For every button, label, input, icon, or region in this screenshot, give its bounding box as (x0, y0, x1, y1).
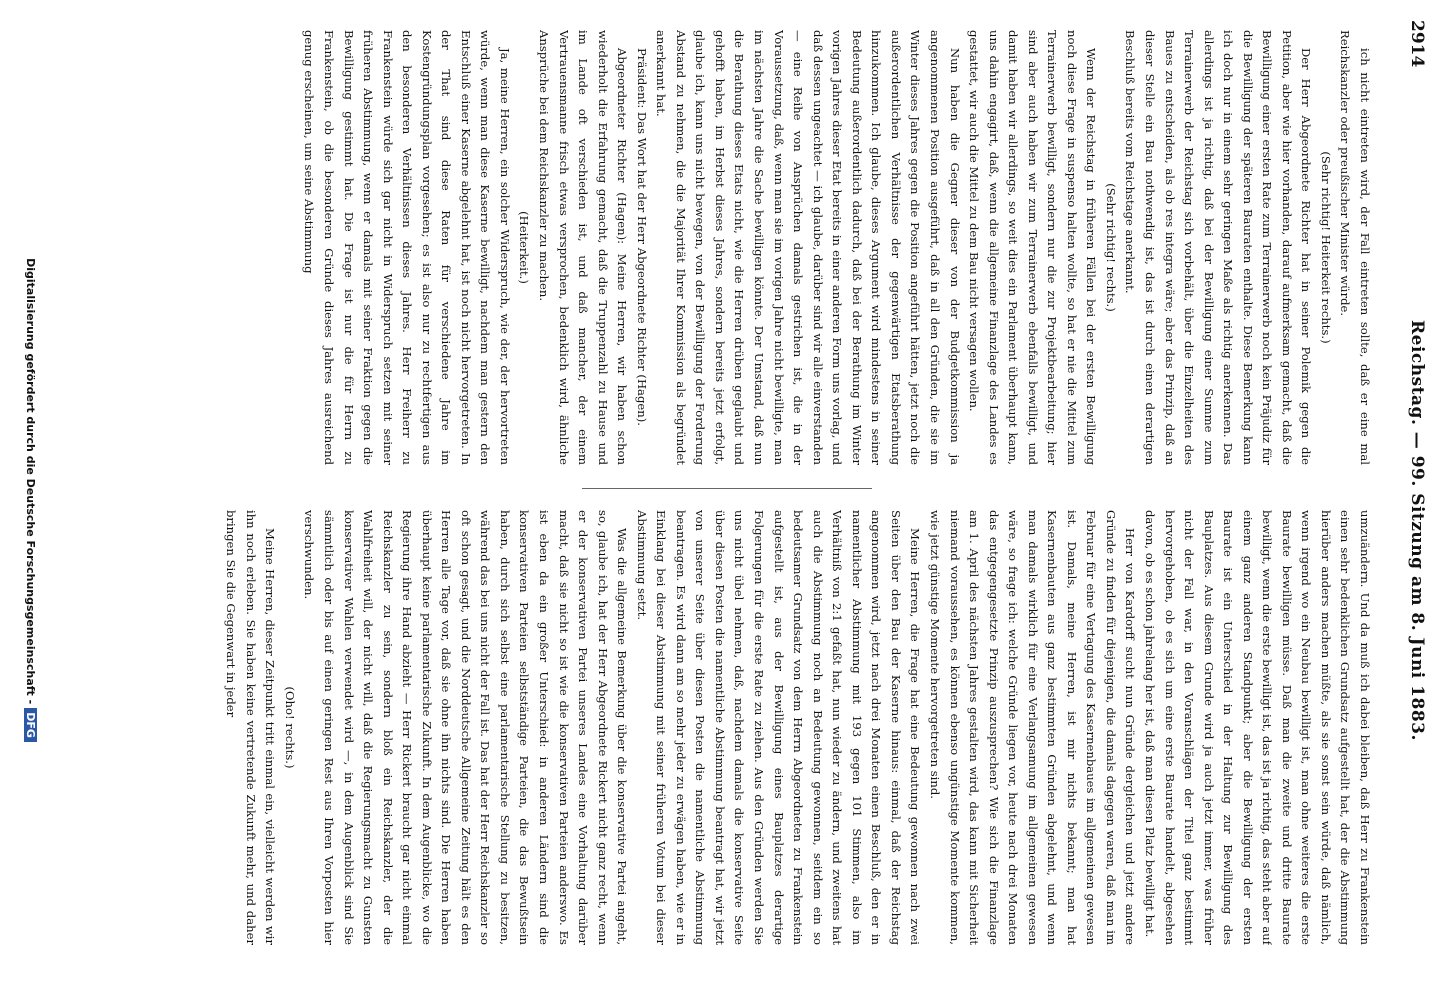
digitization-stamp (24, 0, 37, 1000)
speaker-paragraph: Abgeordneter Richter (Hagen): Meine Herren, wir haben schon wiederholt die Erfahrung gemacht, daß die Truppenzahl zu Hause und im Lande oft verschieden ist, und daß mancher, der einem Vertrauensmanne frisch etwas versprochen, bedenklich wird, ähnliche Ansprüche bei dem Reichskanzler zu machen. (537, 30, 630, 465)
paragraph: ich nicht eintreten wird, der Fall eintreten sollte, daß er eine mal Reichskanzler oder preußischer Minister würde. (1338, 30, 1372, 465)
page-header-title: Reichstag. — 99. Sitzung am 8. Juni 1883. (1407, 320, 1427, 741)
paragraph: Meine Herren, die Frage hat eine Bedeutung gewonnen nach zwei Seiten über den Bau der Kaserne hinaus: einmal, daß der Reichstag angenommen wird, jetzt nach drei Monaten einen Beschluß, den er in namentlicher Abstimmung mit 193 gegen 101 Stimmen, also im Verhältniß von 2:1 gefaßt hat, nun wieder zu ändern, und zweitens hat auch die Abstimmung noch an Bedeutung gewonnen, seitdem ein so bedeutsamer Grundsatz von dem Herrn Abgeordneten zu Frankenstein aufgestellt ist, aus der Bewilligung eines Bauplatzes derartige Folgerungen für die erste Rate zu ziehen. Aus den Gründen werden Sie uns nicht übel nehmen, daß, nachdem damals die konservative Seite über diesen Posten die namentliche Abstimmung beantragt hat, wir jetzt von unserer Seite über diesen Posten die namentliche Abstimmung beantragen. Es wird dann am so mehr jeder zu erwägen haben, wie er in Einklang bei dieser Abstimmung mit seiner früheren Votum bei dieser Abstimmung setzt. (634, 510, 923, 945)
paragraph: Ja, meine Herren, ein solcher Widerspruch, wie der, der hervortreten würde, wenn man diese Kaserne bewilligt, nachdem man gestern den Entschluß einer Kaserne abgelehnt hat, ist noch nicht hervorgetreten. In der That sind diese Raten für verschiedene Jahre im Kostengründungsplan vorgesehen; es ist also nur zu rechtfertigen aus den besonderen Verhältnissen dieses Jahres. Herr Freiherr zu Frankenstein würde sich gar nicht in Widerspruch setzen mit seiner früheren Abstimmung, wenn er damals mit seiner Fraktion gegen die Bewilligung gestimmt hat. Die Frage ist nur die für Herrn zu Frankenstein, ob die besonderen Gründe dieses Jahres ausreichend genug erscheinen, um seine Abstimmung (302, 30, 512, 465)
dfg-logo: DFG (24, 708, 37, 742)
paragraph: Herr von Kardorff sucht nun Gründe dergleichen und jetzt andere Gründe zu finden für diejenigen, die damals dagegen waren, daß man im Februar für eine Vertagung des Kasernenbaues im allgemeinen gewesen ist. Damals, meine Herren, ist mir nichts bekannt; man hat Kasernenbauten aus ganz bestimmten Gründen abgelehnt, und wenn man damals wirklich für eine Verlangsamung im allgemeinen gewesen wäre, so frage ich: welche Gründe liegen vor, heute nach drei Monaten das entgegengesetzte Prinzip auszusprechen? Wie sich die Finanzlage am 1. April des nächsten Jahres gestalten wird, das kann mit Sicherheit niemand voraussehen, es können ebenso ungünstige Momente kommen, wie jetzt günstige Momente hervorgetreten sind. (927, 510, 1138, 945)
interjection: (Oho! rechts.) (282, 686, 297, 769)
left-column (79, 30, 1374, 465)
speaker-paragraph: Präsident: Das Wort hat der Herr Abgeordnete Richter (Hagen). (634, 48, 649, 426)
paragraph: Wenn der Reichstag in früheren Fällen bei der ersten Bewilligung noch diese Frage in suspenso halten wollte, so hat er nie die Mittel zum Terrainerwerb bewilligt, sondern nur die zur Projektbearbeitung; hier sind aber auch haben wir zum Terrainerwerb ebenfalls bewilligt, und damit haben wir allerdings, so weit dies ein Parlament überhaupt kann, uns dahin engagirt, daß, wenn die allgemeine Finanzlage des Landes es gestattet, wir auch die Mittel zu dem Bau nicht versagen wollen. (967, 30, 1099, 465)
paragraph: Der Herr Abgeordnete Richter hat in seiner Polemik gegen die Petition, aber wie hier vorhanden, darauf aufmerksam gemacht, daß die Bewilligung einer ersten Rate zum Terrainerwerb noch kein Präjudiz für die Bewilligung der späteren Bauraten enthalte. Diese Bemerkung kann ich doch nur in einem sehr geringen Maße als richtig anerkennen. Das allerdings ist ja richtig, daß bei der Bewilligung einer Summe zum Terrainerwerb der Reichstag sich vorbehält, über die Einzelheiten des Baues zu entscheiden, als ob res integra wäre; aber das Prinzip, daß an dieser Stelle ein Bau nothwendig ist, das ist durch einen derartigen Beschluß bereits vom Reichstage anerkannt. (1123, 30, 1314, 465)
paragraph: Nun haben die Gegner dieser von der Budgetkommission ja angenommenen Position ausgeführt, daß in all den Gründen, die sie im Winter dieses Jahres gegen die Position angeführt hätten, jetzt noch die außerordentlichen Verhältnisse der gegenwärtigen Etatsberathung hinzukommen. Ich glaube, dieses Argument wird mindestens in seiner Bedeutung außerordentlich dadurch, daß bei der Berathung im Winter vorigen Jahres dieser Etat bereits in einer anderen Form uns vorlag, und daß dessen ungeachtet — ich glaube, darüber sind wir alle einverstanden — eine Reihe von Ansprüchen damals gestrichen ist, die in der Voraussetzung, daß, wenn man sie im vorigen Jahre nicht bewilligte, man im nächsten Jahre die Sache bewilligen könnte. Der Umstand, daß nun die Berathung dieses Etats nicht, wie die Herren drüben geglaubt und gehofft haben, im Herbst dieses Jahres, sondern bereits jetzt erfolgt, glaube ich, kann uns nicht bewegen, von der Bewilligung der Forderung Abstand zu nehmen, die die Majorität Ihrer Kommission als begründet anerkannt hat. (654, 30, 962, 465)
page-number: 2914 (1407, 20, 1427, 68)
column-divider (582, 488, 872, 489)
interjection: (Sehr richtig! Heiterkeit rechts.) (1318, 151, 1333, 344)
paragraph: umzuändern. Und da muß ich dabei bleiben, daß Herr zu Frankenstein einen sehr bedenklichen Grundsatz aufgestellt hat, der die Abstimmung hierüber anders machen müßte, als sie sonst sein würde, daß nämlich, wenn irgend wo ein Neubau bewilligt ist, man ohne weiteres die erste Baurate bewilligen müsse. Daß man die zweite und dritte Baurate bewilligt, wenn die erste bewilligt ist, das ist ja richtig, das steht aber auf einem ganz anderen Standpunkt; aber die Bewilligung der ersten Baurate ist ein Unterschied in der Haltung zur Bewilligung des Bauplatzes. Aus diesem Grunde wird ja auch jetzt immer, was früher nicht der Fall war, in den Voranschlägen der Titel ganz bestimmt hervorgehoben, ob es sich um eine erste Baurate handelt, abgesehen davon, ob es schon jahrelang her ist, daß man diesen Platz bewilligt hat. (1142, 510, 1372, 945)
interjection: (Sehr richtig! rechts.) (1103, 183, 1118, 312)
paragraph: Was die allgemeine Bemerkung über die konservative Partei angeht, so, glaube ich, hat der Herr Abgeordnete Rickert nicht ganz recht, wenn er der konservativen Partei unseres Landes eine Vorhaltung darüber macht, daß sie nicht so ist wie die konservativen Parteien anderswo. Es ist eben da ein großer Unterschied: in anderen Ländern sind die konservativen Parteien selbstständige Parteien, die das Bewußtsein haben, durch sich selbst eine parlamentarische Stellung zu besitzen, während das bei uns nicht der Fall ist. Das hat der Herr Reichskanzler so oft schon gesagt, und die Norddeutsche Allgemeine Zeitung hält es den Herren alle Tage vor, daß sie ohne ihn nichts sind. Die Herren haben überhaupt keine parlamentarische Zukunft. In dem Augenblicke, wo die Regierung ihre Hand abzieht — Herr Rickert braucht gar nicht einmal Reichskanzler zu sein, sondern bloß ein Reichskanzler, der die Wahlfreiheit will, der nicht will, daß die Regierungsmacht zu Gunsten konservativer Wahlen verwendet wird —, in dem Augenblick sind Sie sämmtlich oder bis auf einen geringen Rest aus Ihren Vorposten hier verschwunden. (302, 510, 630, 945)
digitization-notice: Digitalisierung gefördert durch die Deutsche Forschungsgemeinschaft - (24, 258, 37, 705)
interjection: (Heiterkeit.) (517, 211, 532, 284)
right-column (79, 510, 1374, 945)
paragraph: Meine Herren, dieser Zeitpunkt tritt einmal ein, vielleicht werden wir ihn noch erleben. Sie haben keine vertretende Zukunft mehr, und daher bringen Sie die Gegenwart in jeder (224, 510, 278, 945)
